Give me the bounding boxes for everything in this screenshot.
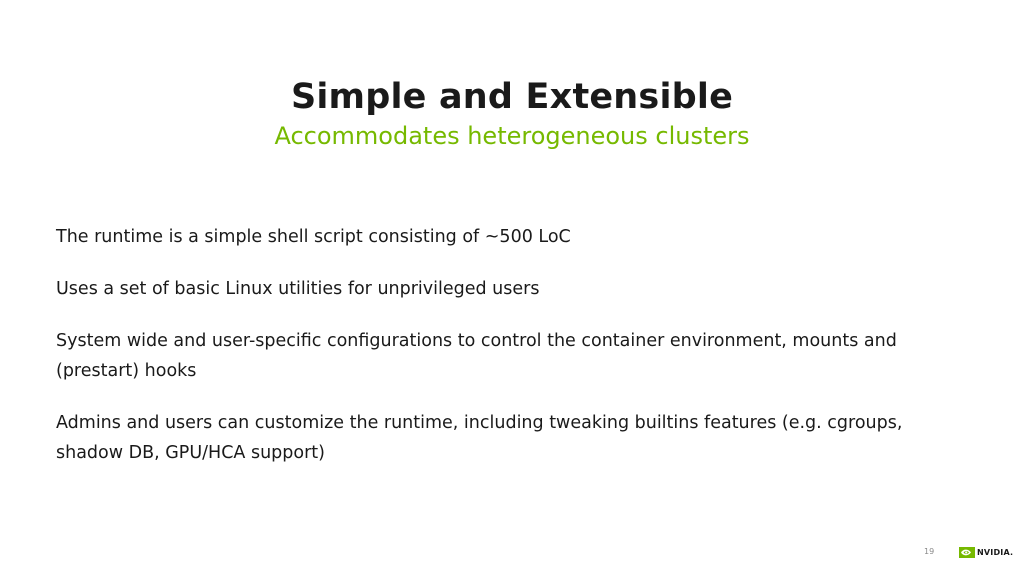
bullet-list	[56, 222, 956, 490]
bullet-item: System wide and user-specific configurations to control the container environment, mounts and (prestart) hooks	[56, 331, 897, 381]
slide-title: Simple and Extensible	[290, 77, 734, 117]
nvidia-eye-icon	[959, 547, 975, 558]
bullet-item: Uses a set of basic Linux utilities for unprivileged users	[56, 279, 540, 299]
nvidia-logo	[959, 544, 1013, 560]
page-number: 19	[924, 547, 935, 556]
bullet-item: The runtime is a simple shell script consisting of ~500 LoC	[56, 227, 571, 247]
bullet-item: Admins and users can customize the runtime, including tweaking builtins features (e.g. cgroups, shadow DB, GPU/HCA support)	[56, 413, 903, 463]
slide-subtitle: Accommodates heterogeneous clusters	[274, 122, 750, 150]
nvidia-wordmark: NVIDIA.	[977, 547, 1014, 557]
